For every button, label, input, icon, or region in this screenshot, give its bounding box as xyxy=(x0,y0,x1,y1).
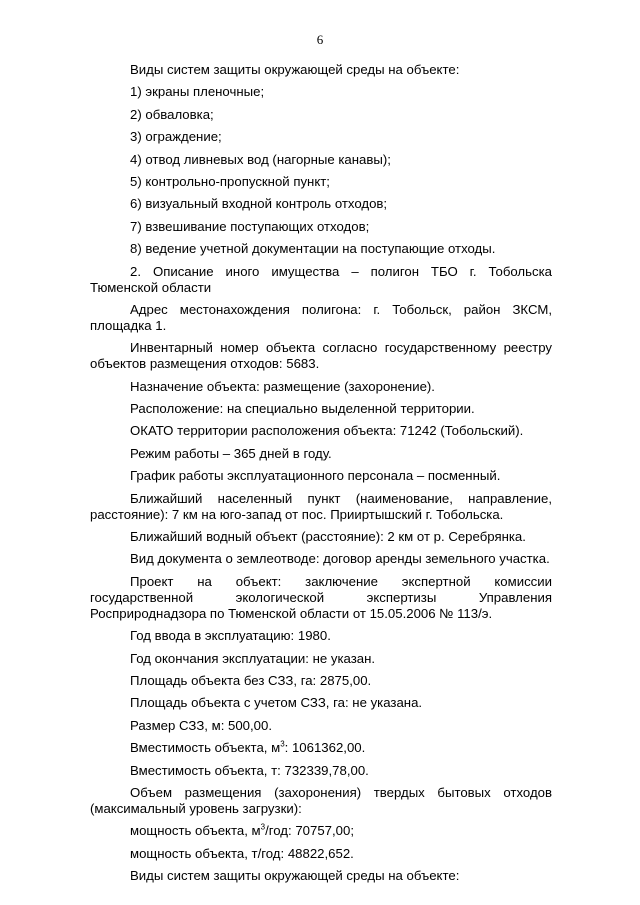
paragraph: Вместимость объекта, т: 732339,78,00. xyxy=(130,762,369,778)
superscript: 3 xyxy=(280,739,285,749)
paragraph: Инвентарный номер объекта согласно государственному реестру объектов размещения отходов: 5683. xyxy=(90,340,552,372)
paragraph: Объем размещения (захоронения) твердых бытовых отходов (максимальный уровень загрузки): xyxy=(90,784,552,816)
paragraph: ОКАТО территории расположения объекта: 71242 (Тобольский). xyxy=(130,423,524,439)
paragraph: Вид документа о землеотводе: договор аренды земельного участка. xyxy=(130,551,550,567)
superscript: 3 xyxy=(260,822,266,832)
paragraph: Год ввода в эксплуатацию: 1980. xyxy=(130,628,331,644)
paragraph: Проект на объект: заключение экспертной комиссии государственной экологической экспертизы Управления Росприроднадзора по Тюменской области от 15.05.2006 № 113/э. xyxy=(90,573,552,621)
paragraph: Ближайший водный объект (расстояние): 2 км от р. Серебрянка. xyxy=(130,529,526,545)
paragraph: Площадь объекта с учетом СЗЗ, га: не указана. xyxy=(130,695,423,711)
paragraph: Режим работы – 365 дней в году. xyxy=(130,445,332,461)
paragraph-power-m3 xyxy=(90,823,552,839)
paragraph: Адрес местонахождения полигона: г. Тобольск, район ЗКСМ, площадка 1. xyxy=(90,301,552,333)
list-item: 8) ведение учетной документации на поступающие отходы. xyxy=(130,241,496,257)
paragraph: График работы эксплуатационного персонала – посменный. xyxy=(130,468,501,484)
list-item: 2) обваловка; xyxy=(130,106,214,122)
text: : 1061362,00. xyxy=(284,740,366,756)
list-item: 3) ограждение; xyxy=(130,129,222,145)
paragraph: Виды систем защиты окружающей среды на объекте: xyxy=(130,868,460,884)
paragraph: Размер СЗЗ, м: 500,00. xyxy=(130,717,273,733)
list-item: 1) экраны пленочные; xyxy=(130,84,265,100)
paragraph: мощность объекта, т/год: 48822,652. xyxy=(130,845,354,861)
paragraph: Площадь объекта без СЗЗ, га: 2875,00. xyxy=(130,672,372,688)
document-body xyxy=(90,62,552,891)
paragraph: Назначение объекта: размещение (захоронение). xyxy=(130,378,435,394)
list-item: 5) контрольно-пропускной пункт; xyxy=(130,173,330,189)
paragraph: Виды систем защиты окружающей среды на объекте: xyxy=(130,62,460,77)
list-item: 6) визуальный входной контроль отходов; xyxy=(130,196,388,212)
list-item: 7) взвешивание поступающих отходов; xyxy=(130,218,370,234)
paragraph-capacity-m3 xyxy=(90,740,552,756)
text: мощность объекта, м xyxy=(130,823,261,839)
paragraph: Год окончания эксплуатации: не указан. xyxy=(130,650,376,666)
paragraph: Ближайший населенный пункт (наименование, направление, расстояние): 7 км на юго-запад от пос. Прииртышский г. Тобольска. xyxy=(90,490,552,522)
section-heading: 2. Описание иного имущества – полигон ТБО г. Тобольска Тюменской области xyxy=(90,263,552,295)
text: /год: 70757,00; xyxy=(265,823,354,839)
page-number: 6 xyxy=(316,32,324,47)
list-item: 4) отвод ливневых вод (нагорные канавы); xyxy=(130,151,391,167)
text: Вместимость объекта, м xyxy=(130,740,281,756)
paragraph: Расположение: на специально выделенной территории. xyxy=(130,401,475,417)
